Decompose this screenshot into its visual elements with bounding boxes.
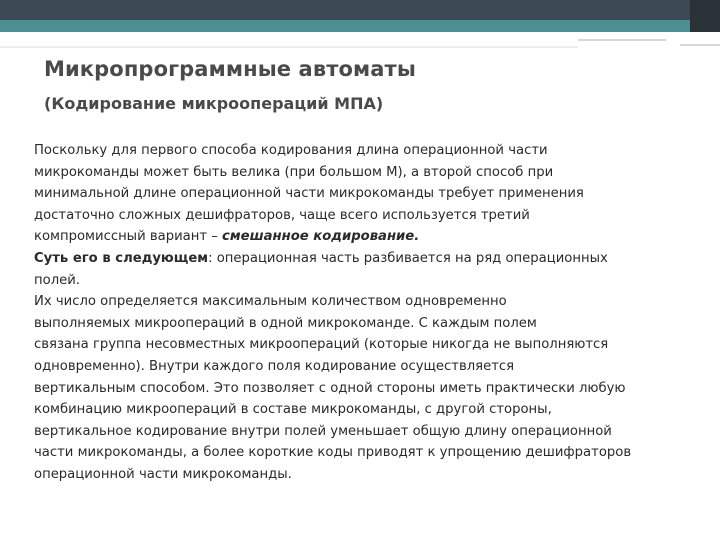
body-line: связана группа несовместных микроопераций (которые никогда не выполняются xyxy=(34,337,609,353)
header-rule-mid xyxy=(578,39,666,41)
body-line xyxy=(34,226,688,248)
body-line: достаточно сложных дешифраторов, чаще всего используется третий xyxy=(34,207,530,223)
body-line: микрокоманды может быть велика (при большом М), а второй способ при xyxy=(34,164,554,180)
body-line: Поскольку для первого способа кодирования длина операционной части xyxy=(34,143,548,158)
body-line xyxy=(34,248,688,270)
body-line: Их число определяется максимальным количеством одновременно xyxy=(34,294,507,310)
body-text: : операционная часть разбивается на ряд операционных xyxy=(208,250,608,266)
body-line: одновременно). Внутри каждого поля кодирование осуществляется xyxy=(34,358,515,374)
body-line: полей. xyxy=(34,272,80,288)
body-line: комбинацию микроопераций в составе микрокоманды, с другой стороны, xyxy=(34,402,552,418)
header-rule-left xyxy=(0,46,578,48)
slide-title: Микропрограммные автоматы xyxy=(44,57,416,81)
slide-subtitle: (Кодирование микроопераций МПА) xyxy=(44,94,384,113)
mixed-coding-term: смешанное кодирование. xyxy=(222,229,420,245)
body-line: части микрокоманды, а более короткие коды приводят к упрощению дешифраторов xyxy=(34,445,632,461)
header-rule-right xyxy=(680,44,720,46)
body-line: минимальной длине операционной части микрокоманды требует применения xyxy=(34,186,584,202)
body-line: выполняемых микроопераций в одной микрокоманде. С каждым полем xyxy=(34,315,537,331)
body-text: компромиссный вариант – xyxy=(34,229,223,245)
header-accent-bar xyxy=(0,20,720,32)
essence-term: Суть его в следующем xyxy=(34,250,209,266)
header-corner-block xyxy=(690,0,720,32)
body-line: операционной части микрокоманды. xyxy=(34,466,292,482)
slide-body xyxy=(34,140,688,486)
header-bar xyxy=(0,0,720,20)
body-line: вертикальное кодирование внутри полей уменьшает общую длину операционной xyxy=(34,423,612,439)
body-line: вертикальным способом. Это позволяет с одной стороны иметь практически любую xyxy=(34,380,626,396)
